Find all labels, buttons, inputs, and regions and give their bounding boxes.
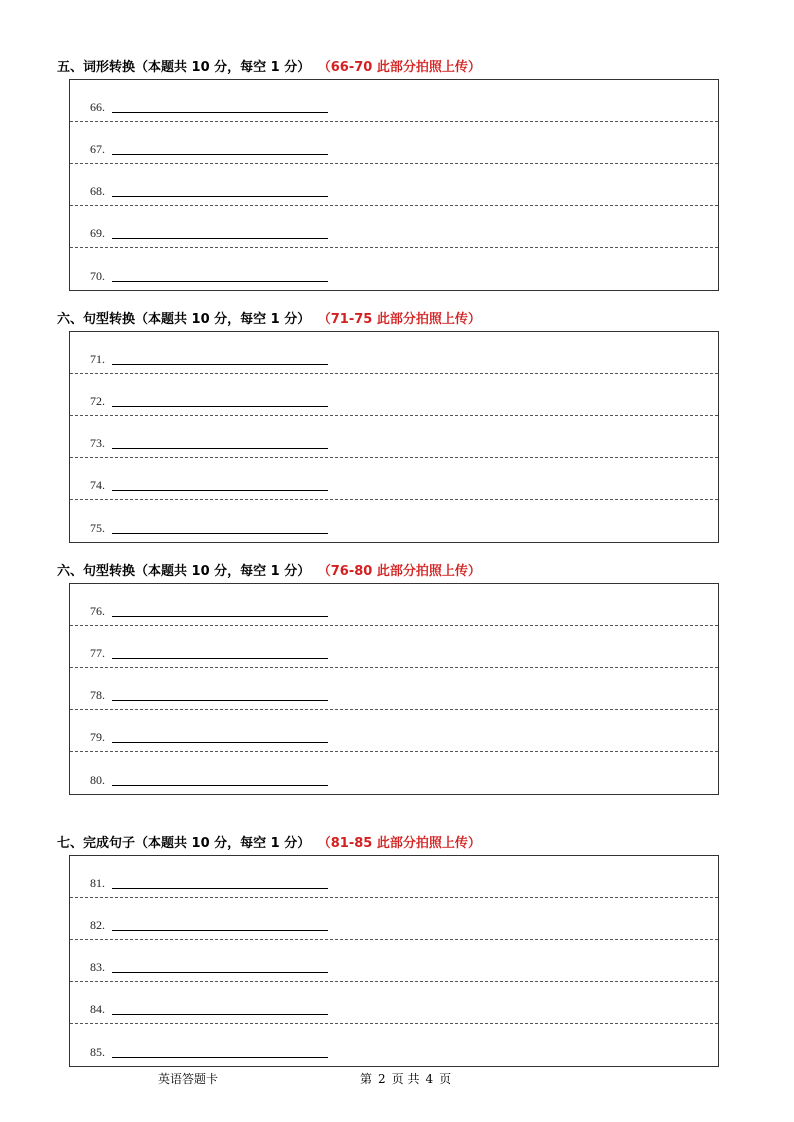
section-title: [57, 60, 481, 76]
answer-row: [70, 416, 718, 458]
question-number: 85.: [90, 1045, 105, 1059]
answer-row: [70, 332, 718, 374]
question-number: 68.: [90, 184, 105, 198]
answer-blank[interactable]: [112, 281, 328, 282]
upload-note: （71-75 此部分拍照上传）: [324, 312, 481, 327]
answer-blank[interactable]: [112, 112, 328, 113]
question-number: 66.: [90, 100, 105, 114]
answer-blank[interactable]: [112, 196, 328, 197]
page-suffix: 页: [439, 1072, 452, 1086]
section-title: [57, 312, 481, 328]
answer-blank[interactable]: [112, 658, 328, 659]
answer-blank[interactable]: [112, 930, 328, 931]
answer-row: [70, 898, 718, 940]
answer-row: [70, 856, 718, 898]
footer-card-name: 英语答题卡: [158, 1072, 219, 1086]
answer-row: [70, 626, 718, 668]
answer-blank[interactable]: [112, 972, 328, 973]
section-title: [57, 564, 481, 580]
question-number: 79.: [90, 730, 105, 744]
answer-blank[interactable]: [112, 448, 328, 449]
section-heading: 七、完成句子（本题共 10 分，每空 1 分）: [57, 836, 311, 851]
answer-row: [70, 206, 718, 248]
answer-blank[interactable]: [112, 1014, 328, 1015]
answer-row: [70, 752, 718, 794]
question-number: 75.: [90, 521, 105, 535]
answer-blank[interactable]: [112, 533, 328, 534]
upload-note: （76-80 此部分拍照上传）: [324, 564, 481, 579]
section-heading: 六、句型转换（本题共 10 分，每空 1 分）: [57, 312, 311, 327]
answer-box: [69, 855, 719, 1067]
section-heading: 六、句型转换（本题共 10 分，每空 1 分）: [57, 564, 311, 579]
question-number: 72.: [90, 394, 105, 408]
answer-blank[interactable]: [112, 742, 328, 743]
answer-blank[interactable]: [112, 888, 328, 889]
answer-blank[interactable]: [112, 364, 328, 365]
answer-row: [70, 710, 718, 752]
question-number: 80.: [90, 773, 105, 787]
question-number: 67.: [90, 142, 105, 156]
answer-blank[interactable]: [112, 1057, 328, 1058]
question-number: 78.: [90, 688, 105, 702]
question-number: 77.: [90, 646, 105, 660]
page-mid: 页 共: [391, 1072, 420, 1086]
question-number: 81.: [90, 876, 105, 890]
question-number: 76.: [90, 604, 105, 618]
footer-page-indicator: [360, 1070, 457, 1087]
question-number: 69.: [90, 226, 105, 240]
answer-blank[interactable]: [112, 490, 328, 491]
answer-row: [70, 80, 718, 122]
upload-note: （81-85 此部分拍照上传）: [324, 836, 481, 851]
question-number: 73.: [90, 436, 105, 450]
page-number: 2: [378, 1072, 386, 1086]
answer-box: [69, 583, 719, 795]
answer-blank[interactable]: [112, 154, 328, 155]
section-heading: 五、词形转换（本题共 10 分，每空 1 分）: [57, 60, 311, 75]
answer-blank[interactable]: [112, 238, 328, 239]
question-number: 83.: [90, 960, 105, 974]
answer-row: [70, 458, 718, 500]
answer-row: [70, 584, 718, 626]
answer-blank[interactable]: [112, 406, 328, 407]
page-total: 4: [425, 1072, 434, 1086]
answer-row: [70, 248, 718, 290]
answer-box: [69, 79, 719, 291]
answer-row: [70, 940, 718, 982]
answer-blank[interactable]: [112, 616, 328, 617]
answer-row: [70, 374, 718, 416]
answer-box: [69, 331, 719, 543]
answer-row: [70, 122, 718, 164]
answer-row: [70, 982, 718, 1024]
page-prefix: 第: [360, 1072, 373, 1086]
section-title: [57, 836, 481, 852]
question-number: 82.: [90, 918, 105, 932]
answer-row: [70, 164, 718, 206]
question-number: 71.: [90, 352, 105, 366]
question-number: 74.: [90, 478, 105, 492]
answer-row: [70, 1024, 718, 1066]
answer-blank[interactable]: [112, 700, 328, 701]
answer-row: [70, 668, 718, 710]
question-number: 70.: [90, 269, 105, 283]
answer-row: [70, 500, 718, 542]
answer-blank[interactable]: [112, 785, 328, 786]
question-number: 84.: [90, 1002, 105, 1016]
upload-note: （66-70 此部分拍照上传）: [324, 60, 481, 75]
